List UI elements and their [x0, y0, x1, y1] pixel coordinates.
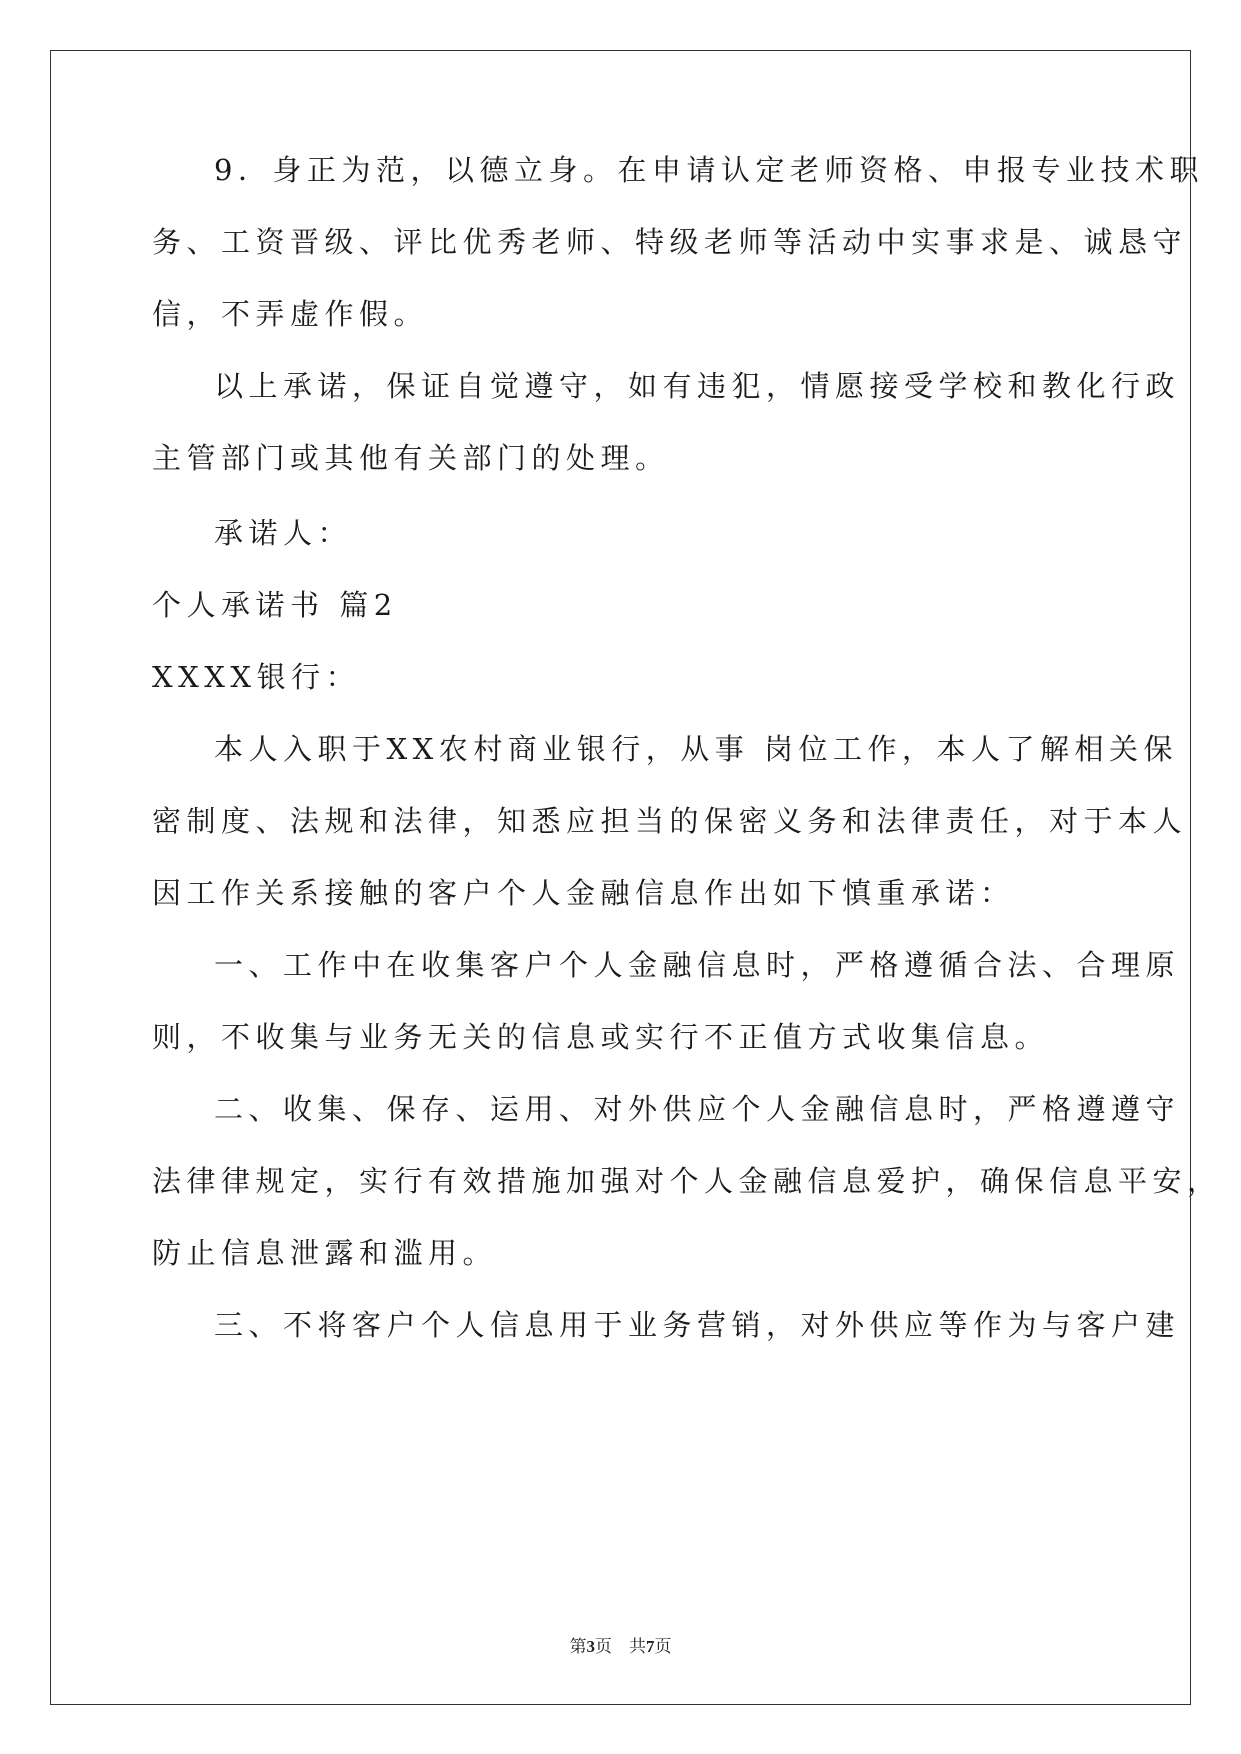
paragraph-line: 三、不将客户个人信息用于业务营销，对外供应等作为与客户建 — [214, 1308, 1181, 1342]
paragraph-line: 一、工作中在收集客户个人金融信息时，严格遵循合法、合理原 — [214, 948, 1181, 982]
section-heading: 个人承诺书 篇2 — [152, 588, 398, 622]
total-pages: 7 — [646, 1637, 655, 1656]
paragraph-line: 以上承诺，保证自觉遵守，如有违犯，情愿接受学校和教化行政 — [214, 369, 1181, 403]
paragraph-line: 主管部门或其他有关部门的处理。 — [152, 441, 670, 475]
paragraph-line: 9．身正为范，以德立身。在申请认定老师资格、申报专业技术职 — [214, 153, 1204, 187]
paragraph-line: 本人入职于XX农村商业银行，从事 岗位工作，本人了解相关保 — [214, 732, 1179, 766]
page-label-suffix: 页 — [595, 1637, 612, 1656]
paragraph-line: 二、收集、保存、运用、对外供应个人金融信息时，严格遵遵守 — [214, 1092, 1181, 1126]
addressee: XXXX银行： — [152, 660, 361, 694]
paragraph-line: 密制度、法规和法律，知悉应担当的保密义务和法律责任，对于本人 — [152, 804, 1188, 838]
page-footer — [0, 1632, 1241, 1657]
total-label-prefix: 共 — [629, 1637, 646, 1656]
paragraph-line: 务、工资晋级、评比优秀老师、特级老师等活动中实事求是、诚恳守 — [152, 225, 1188, 259]
page-label-prefix: 第 — [569, 1637, 587, 1656]
total-label-suffix: 页 — [654, 1637, 672, 1656]
paragraph-line: 信，不弄虚作假。 — [152, 297, 429, 331]
paragraph-line: 法律律规定，实行有效措施加强对个人金融信息爱护，确保信息平安， — [152, 1164, 1222, 1198]
paragraph-line: 则，不收集与业务无关的信息或实行不正值方式收集信息。 — [152, 1020, 1050, 1054]
paragraph-line: 防止信息泄露和滥用。 — [152, 1236, 498, 1270]
page-number: 3 — [586, 1637, 595, 1656]
paragraph-line: 因工作关系接触的客户个人金融信息作出如下慎重承诺： — [152, 876, 1015, 910]
signature-label: 承诺人： — [214, 516, 353, 550]
